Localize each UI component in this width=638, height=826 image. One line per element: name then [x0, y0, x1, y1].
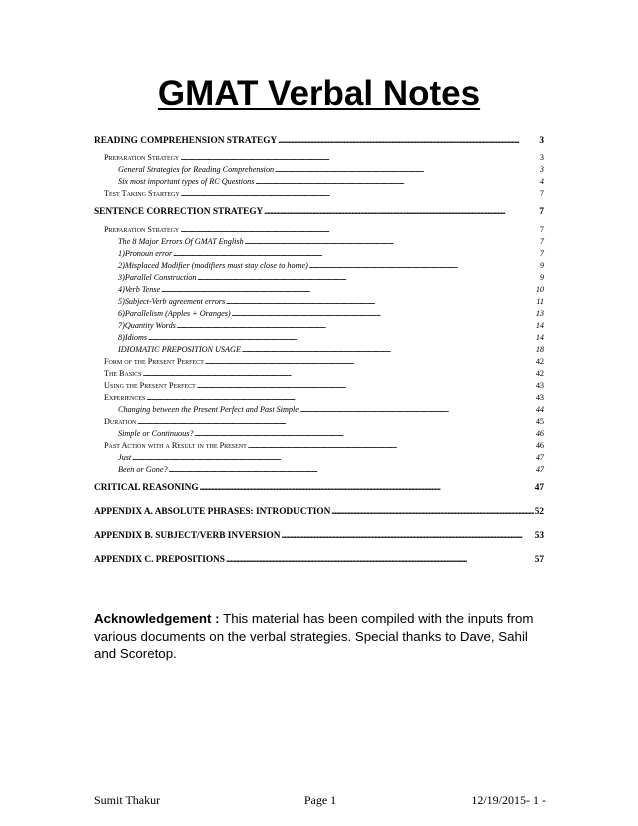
toc-entry-page: 4: [539, 177, 544, 186]
toc-entry-label: Six most important types of RC Questions: [118, 177, 255, 186]
table-of-contents: [94, 130, 544, 572]
footer-page-number: Page 1: [303, 793, 337, 807]
toc-entry-label: READING COMPREHENSION STRATEGY: [94, 136, 278, 146]
toc-entry-label: Changing between the Present Perfect and Past Simple: [118, 405, 299, 414]
toc-leader-dots: [275, 164, 539, 176]
toc-entry-page: 18: [535, 345, 544, 354]
toc-leader-dots: [143, 368, 535, 380]
toc-entry[interactable]: [94, 188, 544, 200]
toc-entry-page: 42: [535, 357, 544, 366]
toc-entry-page: 43: [535, 393, 544, 402]
page-footer: [94, 792, 546, 808]
toc-entry-page: 45: [535, 417, 544, 426]
toc-entry-page: 47: [534, 483, 544, 493]
toc-entry[interactable]: [94, 296, 544, 308]
toc-entry-label: Past Action with a Result in the Present: [104, 441, 247, 450]
toc-leader-dots: [169, 464, 535, 476]
toc-leader-dots: [181, 188, 539, 200]
toc-entry[interactable]: [94, 524, 544, 548]
toc-entry-page: 47: [535, 465, 544, 474]
toc-entry-label: SENTENCE CORRECTION STRATEGY: [94, 207, 264, 217]
toc-entry-label: The 8 Major Errors Of GMAT English: [118, 237, 244, 246]
toc-leader-dots: [226, 296, 535, 308]
toc-entry-label: 6)Parallelism (Apples + Oranges): [118, 309, 231, 318]
toc-entry-label: IDIOMATIC PREPOSITION USAGE: [118, 345, 241, 354]
toc-entry-page: 46: [535, 441, 544, 450]
toc-entry-label: 3)Parallel Construction: [118, 273, 197, 282]
toc-entry[interactable]: [94, 392, 544, 404]
toc-leader-dots: [148, 332, 535, 344]
toc-leader-dots: [177, 320, 535, 332]
toc-entry-label: 8)Idioms: [118, 333, 148, 342]
acknowledgement: [94, 610, 546, 663]
toc-entry[interactable]: [94, 344, 544, 356]
toc-entry[interactable]: [94, 452, 544, 464]
toc-entry[interactable]: [94, 476, 544, 500]
toc-entry-page: 43: [535, 381, 544, 390]
toc-leader-dots: [205, 356, 535, 368]
toc-entry-label: Simple or Continuous?: [118, 429, 194, 438]
toc-leader-dots: [282, 524, 534, 548]
toc-entry-label: APPENDIX C. PREPOSITIONS: [94, 555, 225, 565]
toc-leader-dots: [195, 428, 535, 440]
toc-entry[interactable]: [94, 236, 544, 248]
toc-entry-page: 47: [535, 453, 544, 462]
toc-entry-label: 7)Quantity Words: [118, 321, 176, 330]
toc-entry[interactable]: [94, 248, 544, 260]
footer-date: 12/19/2015- 1 -: [471, 793, 546, 807]
toc-entry-page: 14: [535, 333, 544, 342]
toc-entry-label: Using the Present Perfect: [104, 381, 196, 390]
toc-entry-label: CRITICAL REASONING: [94, 483, 199, 493]
toc-entry[interactable]: [94, 416, 544, 428]
toc-leader-dots: [248, 440, 535, 452]
toc-entry[interactable]: [94, 130, 544, 152]
toc-entry[interactable]: [94, 404, 544, 416]
toc-leader-dots: [146, 392, 534, 404]
toc-entry[interactable]: [94, 368, 544, 380]
acknowledgement-text: This material has been compiled with the inputs from various documents on the verbal strategies. Special thanks to Dave, Sahil and Scoretop.: [94, 611, 534, 661]
toc-entry-page: 7: [539, 237, 544, 246]
acknowledgement-label: Acknowledgement :: [94, 611, 220, 626]
toc-entry-label: General Strategies for Reading Comprehension: [118, 165, 275, 174]
toc-entry-label: 2)Misplaced Modifier (modifiers must stay close to home): [118, 261, 308, 270]
toc-entry-label: Just: [118, 453, 132, 462]
toc-leader-dots: [180, 152, 539, 164]
toc-leader-dots: [197, 380, 535, 392]
toc-leader-dots: [200, 476, 534, 500]
toc-leader-dots: [278, 130, 538, 152]
toc-entry[interactable]: [94, 500, 544, 524]
toc-entry-page: 10: [535, 285, 544, 294]
toc-entry[interactable]: [94, 380, 544, 392]
toc-entry-page: 14: [535, 321, 544, 330]
document-title: GMAT Verbal Notes: [157, 74, 481, 113]
toc-entry-page: 7: [539, 249, 544, 258]
toc-entry-page: 3: [539, 153, 544, 162]
toc-entry-page: 9: [539, 261, 544, 270]
toc-entry[interactable]: [94, 272, 544, 284]
toc-leader-dots: [300, 404, 535, 416]
toc-entry-label: APPENDIX B. SUBJECT/VERB INVERSION: [94, 531, 281, 541]
toc-entry[interactable]: [94, 320, 544, 332]
toc-entry[interactable]: [94, 356, 544, 368]
toc-leader-dots: [173, 248, 539, 260]
toc-entry[interactable]: [94, 200, 544, 224]
toc-entry[interactable]: [94, 308, 544, 320]
toc-entry[interactable]: [94, 428, 544, 440]
toc-entry-label: Experiences: [104, 393, 146, 402]
toc-entry-page: 57: [534, 555, 544, 565]
toc-entry[interactable]: [94, 224, 544, 236]
toc-entry-page: 9: [539, 273, 544, 282]
toc-entry-label: 4)Verb Tense: [118, 285, 161, 294]
toc-leader-dots: [232, 308, 535, 320]
toc-leader-dots: [264, 200, 538, 224]
toc-entry-page: 3: [539, 136, 544, 146]
toc-entry-page: 11: [536, 297, 544, 306]
toc-entry-page: 7: [539, 207, 544, 217]
toc-entry[interactable]: [94, 284, 544, 296]
toc-entry-label: 5)Subject-Verb agreement errors: [118, 297, 226, 306]
toc-entry-label: Form of the Present Perfect: [104, 357, 204, 366]
toc-entry[interactable]: [94, 164, 544, 176]
toc-entry-label: Been or Gone?: [118, 465, 168, 474]
toc-entry[interactable]: [94, 332, 544, 344]
toc-entry-page: 52: [534, 507, 544, 517]
toc-entry-page: 46: [535, 429, 544, 438]
toc-entry[interactable]: [94, 548, 544, 572]
toc-entry-label: 1)Pronoun error: [118, 249, 173, 258]
toc-entry-page: 42: [535, 369, 544, 378]
toc-leader-dots: [309, 260, 539, 272]
toc-leader-dots: [245, 236, 539, 248]
toc-entry-page: 7: [539, 225, 544, 234]
toc-entry[interactable]: [94, 176, 544, 188]
toc-leader-dots: [197, 272, 538, 284]
toc-entry-label: Duration: [104, 417, 137, 426]
toc-entry-label: Preparation Strategy: [104, 225, 180, 234]
toc-leader-dots: [255, 176, 538, 188]
toc-entry-page: 3: [539, 165, 544, 174]
toc-entry-label: APPENDIX A. ABSOLUTE PHRASES: INTRODUCTION: [94, 507, 331, 517]
toc-entry[interactable]: [94, 440, 544, 452]
toc-entry-label: Preparation Strategy: [104, 153, 180, 162]
toc-leader-dots: [242, 344, 535, 356]
toc-entry[interactable]: [94, 260, 544, 272]
toc-leader-dots: [132, 452, 535, 464]
toc-entry-label: Test Taking Startegy: [104, 189, 180, 198]
toc-entry-page: 53: [534, 531, 544, 541]
toc-entry-label: The Basics: [104, 369, 142, 378]
toc-leader-dots: [331, 500, 533, 524]
toc-leader-dots: [226, 548, 534, 572]
toc-leader-dots: [161, 284, 535, 296]
toc-leader-dots: [180, 224, 539, 236]
toc-entry[interactable]: [94, 464, 544, 476]
footer-author: Sumit Thakur: [94, 793, 161, 807]
toc-leader-dots: [137, 416, 535, 428]
toc-entry-page: 7: [539, 189, 544, 198]
toc-entry-page: 44: [535, 405, 544, 414]
toc-entry-page: 13: [535, 309, 544, 318]
toc-entry[interactable]: [94, 152, 544, 164]
